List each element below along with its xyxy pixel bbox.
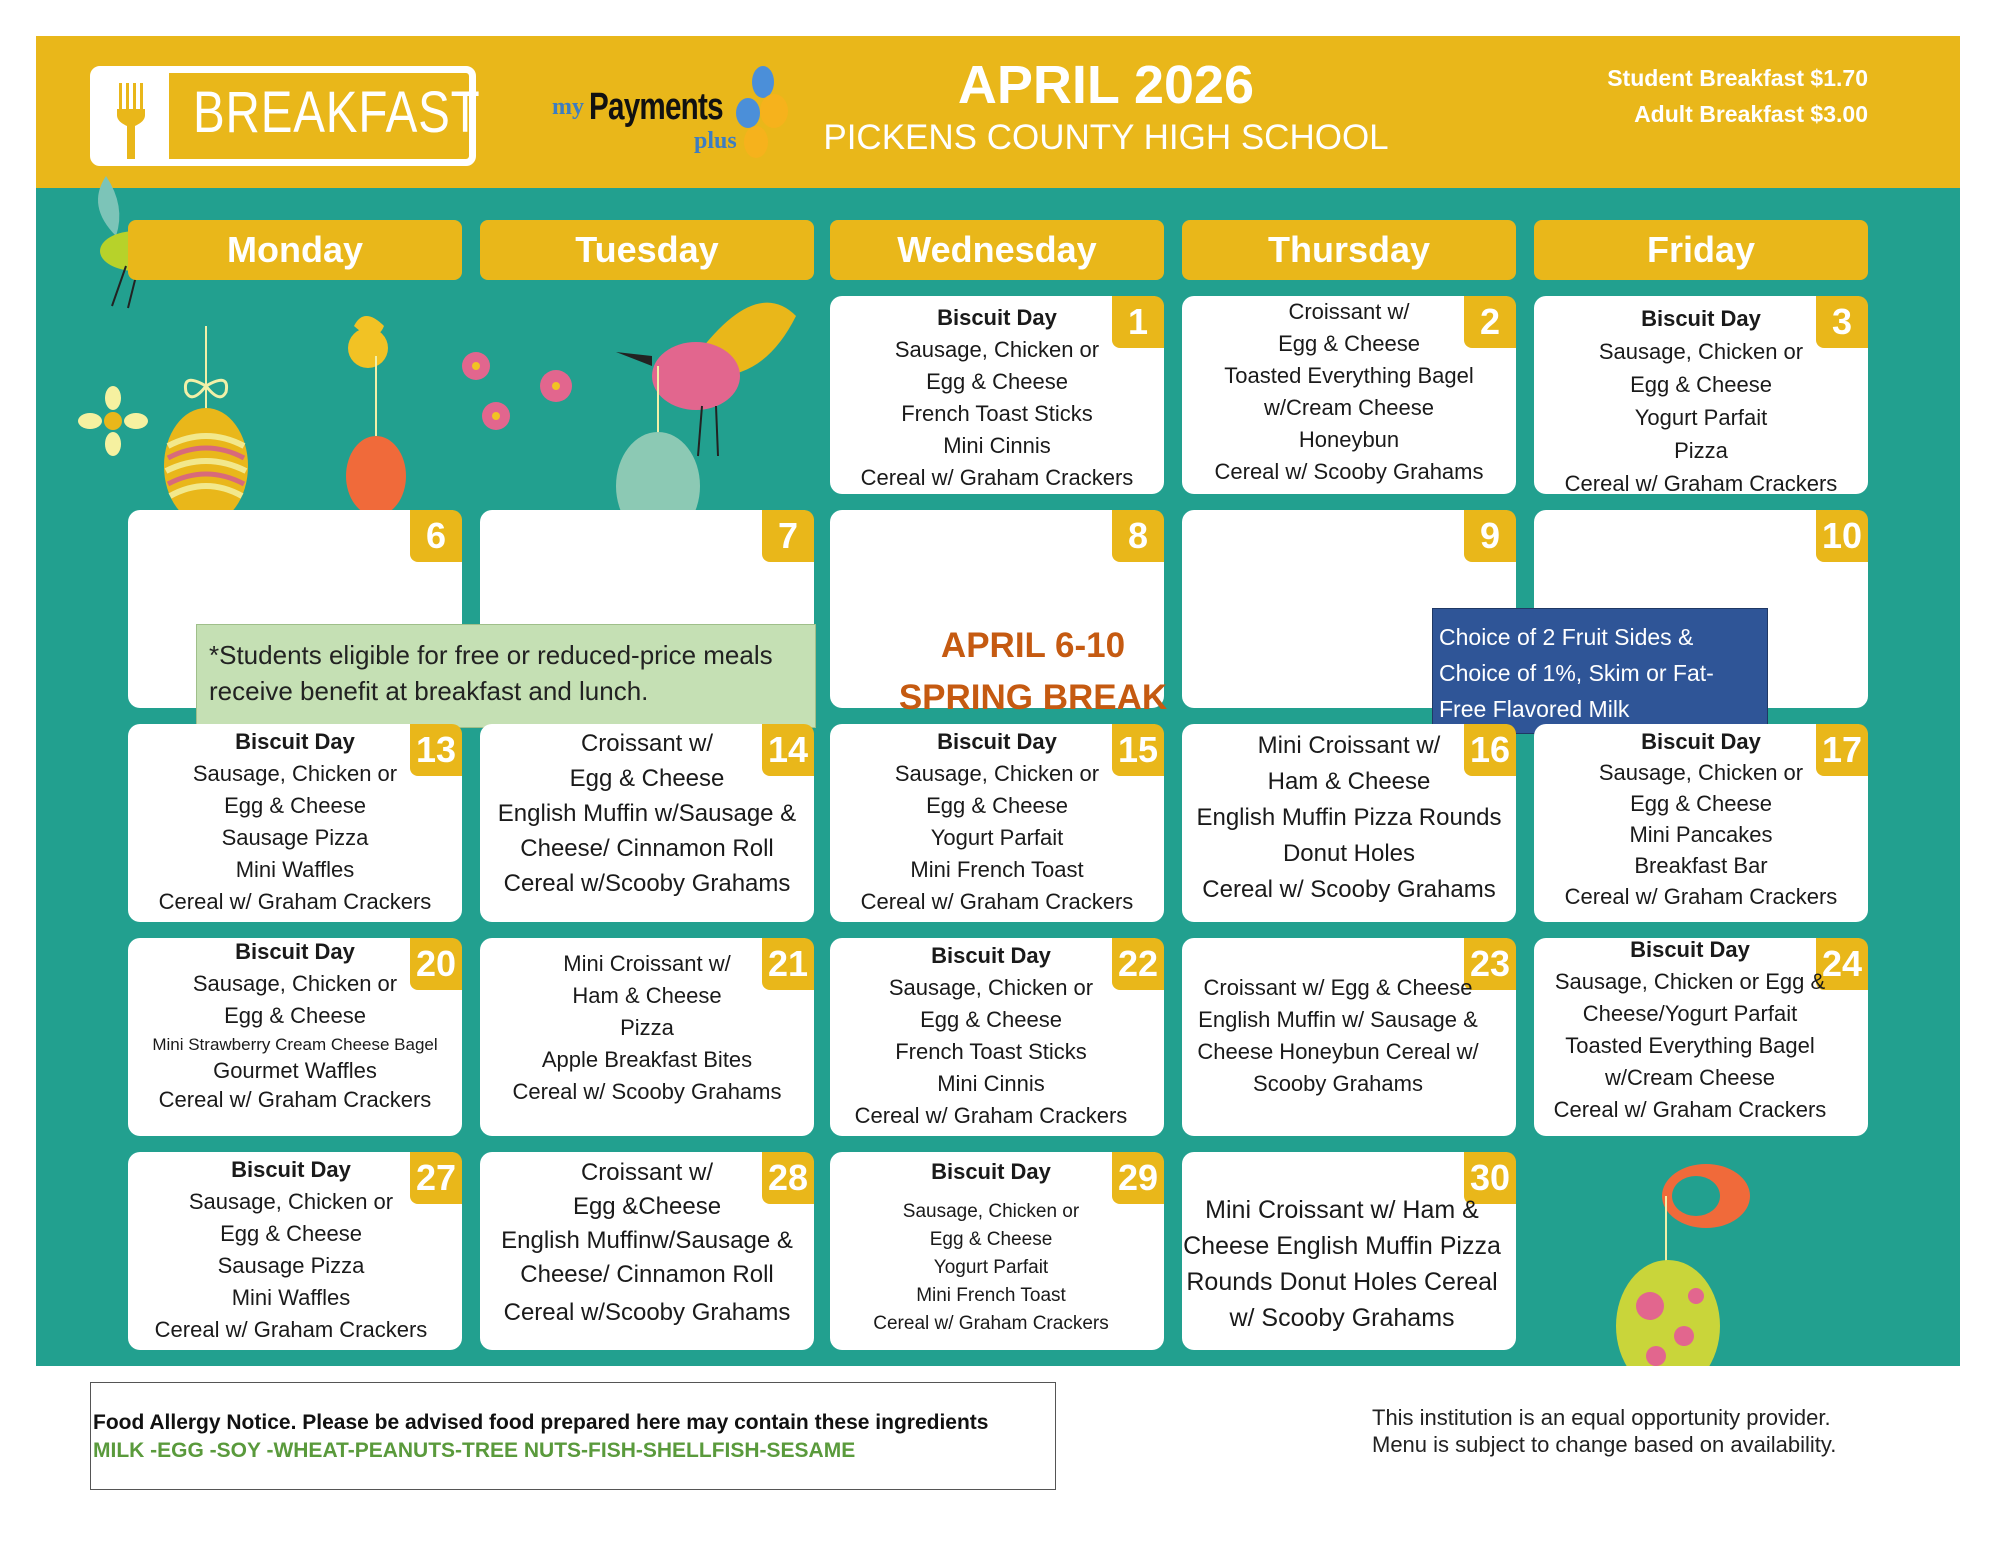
- adult-price: Adult Breakfast $3.00: [1634, 101, 1868, 127]
- menu-item: English Muffin w/ Sausage &: [1198, 1007, 1478, 1032]
- menu-item: Egg & Cheese: [224, 793, 366, 818]
- day-number: 2: [1464, 296, 1516, 348]
- fork-icon: [97, 73, 169, 159]
- day-number: 8: [1112, 510, 1164, 562]
- daisy-icon: [78, 386, 148, 456]
- menu-item: Sausage, Chicken or: [902, 1201, 1080, 1222]
- menu-item: Egg & Cheese: [926, 369, 1068, 394]
- menu-item: Egg & Cheese: [920, 1007, 1062, 1032]
- menu-item: Mini French Toast: [916, 1285, 1066, 1306]
- menu-item: Ham & Cheese: [1267, 768, 1431, 795]
- menu-item: Gourmet Waffles: [213, 1058, 377, 1083]
- menu-item: Sausage, Chicken or: [188, 1189, 394, 1214]
- day-cell-28: [480, 1152, 814, 1350]
- menu-item: Scooby Grahams: [1253, 1071, 1423, 1096]
- menu-items: [1182, 1192, 1516, 1336]
- fruit-milk-note: Choice of 2 Fruit Sides & Choice of 1%, Skim or Fat-Free Flavored Milk: [1432, 608, 1768, 734]
- menu-item: Mini Waffles: [235, 857, 355, 882]
- menu-item: Cereal w/ Scooby Grahams: [1202, 876, 1496, 903]
- menu-item: Pizza: [620, 1015, 674, 1040]
- student-price: Student Breakfast $1.70: [1607, 65, 1868, 91]
- day-number: 3: [1816, 296, 1868, 348]
- menu-item: Egg & Cheese: [569, 765, 725, 792]
- menu-heading: Biscuit Day: [1630, 937, 1750, 962]
- menu-item: Cereal w/ Graham Crackers: [860, 465, 1134, 490]
- day-number: 20: [410, 938, 462, 990]
- menu-item: Sausage, Chicken or: [894, 761, 1100, 786]
- menu-item: Cereal w/ Graham Crackers: [158, 1087, 432, 1112]
- day-header-thursday: Thursday: [1182, 220, 1516, 280]
- menu-items: [480, 948, 814, 1108]
- logo-plus: plus: [694, 128, 737, 154]
- menu-item: Cereal w/ Graham Crackers: [873, 1313, 1109, 1334]
- menu-item: Rounds Donut Holes Cereal: [1186, 1268, 1498, 1296]
- menu-item: Cheese English Muffin Pizza: [1183, 1232, 1501, 1260]
- day-number: 28: [762, 1152, 814, 1204]
- menu-item: Sausage, Chicken or: [1598, 760, 1804, 785]
- day-header-wednesday: Wednesday: [830, 220, 1164, 280]
- menu-item: Cereal w/ Scooby Grahams: [1214, 459, 1484, 484]
- menu-item: Croissant w/ Egg & Cheese: [1203, 975, 1473, 1000]
- menu-items: [128, 726, 462, 918]
- logo-dot-icon: [744, 126, 768, 158]
- menu-heading: Biscuit Day: [931, 1159, 1051, 1184]
- egg-icon: [146, 326, 266, 526]
- day-number: 30: [1464, 1152, 1516, 1204]
- logo-dot-icon: [760, 94, 788, 128]
- menu-item: Breakfast Bar: [1634, 853, 1768, 878]
- menu-items: [830, 1156, 1164, 1338]
- food-allergy-notice: [90, 1382, 1056, 1490]
- menu-item: Donut Holes: [1282, 840, 1416, 867]
- menu-item: Mini Waffles: [231, 1285, 351, 1310]
- day-number: 6: [410, 510, 462, 562]
- day-number: 7: [762, 510, 814, 562]
- menu-item: English Muffin Pizza Rounds: [1196, 804, 1502, 831]
- menu-item: Honeybun: [1298, 427, 1400, 452]
- logo-payments: Payments: [589, 86, 723, 128]
- day-cell-13: [128, 724, 462, 922]
- menu-item: Sausage, Chicken or: [1598, 339, 1804, 364]
- flower-icon: [456, 346, 596, 456]
- month-title: APRIL 2026: [957, 55, 1255, 115]
- menu-item: Ham & Cheese: [572, 983, 722, 1008]
- menu-items: [1182, 728, 1516, 908]
- day-cell-30: [1182, 1152, 1516, 1350]
- day-cell-20: [128, 938, 462, 1136]
- menu-item: Egg &Cheese: [572, 1193, 722, 1220]
- day-number: 17: [1816, 724, 1868, 776]
- menu-item: Cheese Honeybun Cereal w/: [1197, 1039, 1479, 1064]
- menu-heading: Biscuit Day: [235, 939, 355, 964]
- menu-item: Sausage, Chicken or Egg &: [1554, 969, 1826, 994]
- menu-item: French Toast Sticks: [901, 401, 1093, 426]
- menu-item: Sausage, Chicken or: [192, 971, 398, 996]
- menu-item: Egg & Cheese: [220, 1221, 362, 1246]
- menu-items: [1534, 726, 1868, 912]
- menu-item: Egg & Cheese: [1630, 791, 1772, 816]
- menu-item: Mini Croissant w/ Ham &: [1205, 1196, 1479, 1224]
- logo-dot-icon: [736, 98, 760, 128]
- menu-item: Cheese/ Cinnamon Roll: [520, 835, 774, 862]
- day-header-friday: Friday: [1534, 220, 1868, 280]
- menu-item: Yogurt Parfait: [933, 1257, 1049, 1278]
- school-name: PICKENS COUNTY HIGH SCHOOL: [823, 118, 1389, 157]
- day-number: 10: [1816, 510, 1868, 562]
- menu-item: Toasted Everything Bagel: [1565, 1033, 1815, 1058]
- menu-item: Egg & Cheese: [1278, 331, 1420, 356]
- menu-item: Egg & Cheese: [224, 1003, 366, 1028]
- day-cell-23: [1182, 938, 1516, 1136]
- day-cell-16: [1182, 724, 1516, 922]
- day-number: 22: [1112, 938, 1164, 990]
- menu-item: Egg & Cheese: [929, 1229, 1053, 1250]
- menu-item: Sausage, Chicken or: [192, 761, 398, 786]
- day-cell-29: [830, 1152, 1164, 1350]
- menu-items: [830, 302, 1164, 494]
- menu-item: Croissant w/: [580, 1159, 714, 1186]
- menu-item: Mini Cinnis: [943, 433, 1051, 458]
- menu-item: Yogurt Parfait: [930, 825, 1064, 850]
- price-list: [1607, 60, 1868, 132]
- logo-my: my: [552, 94, 584, 120]
- menu-change-text: Menu is subject to change based on availability.: [1372, 1432, 1837, 1457]
- menu-items: [128, 1154, 462, 1346]
- allergy-title: Food Allergy Notice. Please be advised food prepared here may contain these ingredients: [93, 1411, 989, 1434]
- egg-icon: [1616, 1156, 1816, 1366]
- disclaimer: [1372, 1404, 1836, 1458]
- menu-items: [1534, 934, 1868, 1126]
- menu-items: [1182, 972, 1516, 1100]
- day-cell-21: [480, 938, 814, 1136]
- menu-item: Croissant w/: [580, 730, 714, 757]
- meal-eligibility-note: *Students eligible for free or reduced-price meals receive benefit at breakfast and lunch.: [196, 624, 816, 728]
- menu-item: Sausage Pizza: [221, 825, 369, 850]
- menu-item: Mini Cinnis: [937, 1071, 1045, 1096]
- menu-item: Sausage Pizza: [217, 1253, 365, 1278]
- day-number: 9: [1464, 510, 1516, 562]
- menu-poster: [36, 36, 1960, 1366]
- day-cell-24: [1534, 938, 1868, 1136]
- menu-item: Toasted Everything Bagel: [1224, 363, 1474, 388]
- breakfast-logo: [90, 66, 481, 166]
- egg-icon: [326, 316, 426, 516]
- logo-dot-icon: [752, 66, 774, 98]
- menu-item: Cereal w/ Graham Crackers: [1564, 471, 1838, 496]
- day-number: 14: [762, 724, 814, 776]
- menu-item: French Toast Sticks: [895, 1039, 1087, 1064]
- day-number: 13: [410, 724, 462, 776]
- menu-heading: Biscuit Day: [931, 943, 1051, 968]
- menu-heading: Biscuit Day: [235, 729, 355, 754]
- menu-items: [480, 726, 814, 901]
- menu-item: w/Cream Cheese: [1605, 1065, 1775, 1090]
- equal-opportunity-text: This institution is an equal opportunity provider.: [1372, 1405, 1831, 1430]
- day-number: 27: [410, 1152, 462, 1204]
- menu-item: Cereal w/ Graham Crackers: [1553, 1097, 1827, 1122]
- menu-item: Sausage, Chicken or: [888, 975, 1094, 1000]
- day-number: 15: [1112, 724, 1164, 776]
- header-bar: [36, 36, 1960, 188]
- day-cell-22: [830, 938, 1164, 1136]
- menu-item: Croissant w/: [1288, 299, 1410, 324]
- menu-items: [1534, 302, 1868, 500]
- menu-item: w/ Scooby Grahams: [1229, 1304, 1455, 1332]
- day-header-tuesday: Tuesday: [480, 220, 814, 280]
- menu-item: Cereal w/Scooby Grahams: [503, 870, 791, 897]
- menu-item: Cereal w/ Graham Crackers: [158, 889, 432, 914]
- menu-item: Cereal w/Scooby Grahams: [503, 1299, 791, 1326]
- day-number: 16: [1464, 724, 1516, 776]
- menu-items: [128, 936, 462, 1116]
- menu-item: Mini Croissant w/: [1257, 732, 1441, 759]
- menu-item: English Muffin w/Sausage &: [497, 800, 797, 827]
- menu-item: Egg & Cheese: [926, 793, 1068, 818]
- menu-item: w/Cream Cheese: [1264, 395, 1434, 420]
- day-number: 24: [1816, 938, 1868, 990]
- menu-item: Cereal w/ Graham Crackers: [1564, 884, 1838, 909]
- menu-item: Cereal w/ Graham Crackers: [854, 1103, 1128, 1128]
- allergen-list: MILK -EGG -SOY -WHEAT-PEANUTS-TREE NUTS-FISH-SHELLFISH-SESAME: [93, 1439, 856, 1462]
- day-cell-1: [830, 296, 1164, 494]
- egg-icon: [596, 296, 816, 536]
- menu-item: Cereal w/ Graham Crackers: [154, 1317, 428, 1342]
- day-number: 29: [1112, 1152, 1164, 1204]
- day-cell-27: [128, 1152, 462, 1350]
- menu-items: [480, 1156, 814, 1330]
- menu-item: Yogurt Parfait: [1634, 405, 1768, 430]
- day-header-monday: Monday: [128, 220, 462, 280]
- menu-items: [830, 726, 1164, 918]
- day-cell-2: [1182, 296, 1516, 494]
- menu-item: Cereal w/ Scooby Grahams: [512, 1079, 782, 1104]
- day-cell-17: [1534, 724, 1868, 922]
- day-cell-15: [830, 724, 1164, 922]
- menu-item: Cheese/Yogurt Parfait: [1582, 1001, 1798, 1026]
- menu-item: Apple Breakfast Bites: [541, 1047, 753, 1072]
- menu-heading: Biscuit Day: [937, 305, 1057, 330]
- menu-item: Mini French Toast: [910, 857, 1084, 882]
- menu-item: Mini Strawberry Cream Cheese Bagel: [152, 1035, 438, 1054]
- spring-break-dates: APRIL 6-10: [940, 626, 1126, 665]
- menu-item: Cereal w/ Graham Crackers: [860, 889, 1134, 914]
- spring-break-label: SPRING BREAK: [898, 678, 1168, 717]
- menu-item: Mini Pancakes: [1629, 822, 1773, 847]
- menu-item: English Muffinw/Sausage &: [501, 1227, 793, 1254]
- day-cell-14: [480, 724, 814, 922]
- menu-item: Pizza: [1674, 438, 1728, 463]
- menu-item: Mini Croissant w/: [563, 951, 731, 976]
- menu-item: Sausage, Chicken or: [894, 337, 1100, 362]
- menu-heading: Biscuit Day: [1641, 306, 1761, 331]
- day-number: 21: [762, 938, 814, 990]
- menu-heading: Biscuit Day: [937, 729, 1057, 754]
- spring-break-notice: [866, 620, 1200, 724]
- menu-heading: Biscuit Day: [1641, 729, 1761, 754]
- page-title: [796, 54, 1416, 160]
- menu-heading: Biscuit Day: [231, 1157, 351, 1182]
- menu-items: [830, 940, 1164, 1132]
- menu-item: Cheese/ Cinnamon Roll: [520, 1261, 774, 1288]
- mypaymentsplus-logo: [552, 64, 812, 164]
- menu-items: [1182, 296, 1516, 488]
- breakfast-label: BREAKFAST: [193, 80, 481, 145]
- day-number: 23: [1464, 938, 1516, 990]
- day-number: 1: [1112, 296, 1164, 348]
- menu-item: [830, 1188, 1152, 1198]
- day-cell-3: [1534, 296, 1868, 494]
- menu-item: Egg & Cheese: [1630, 372, 1772, 397]
